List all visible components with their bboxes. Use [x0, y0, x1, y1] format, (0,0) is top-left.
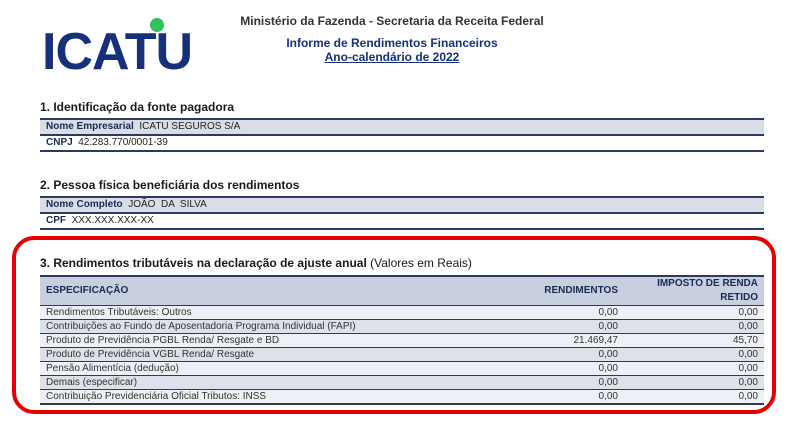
section-3-title-note: (Valores em Reais): [370, 256, 472, 270]
row-description: Contribuição Previdenciária Oficial Tributos: INSS: [40, 390, 492, 405]
logo-text: ICATU: [42, 23, 193, 81]
calendar-year: Ano-calendário de 2022: [324, 50, 460, 64]
icatu-logo: [42, 18, 212, 81]
row-tax: 45,70: [624, 334, 764, 348]
row-income: 0,00: [492, 362, 624, 376]
cnpj-value: 42.283.770/0001-39: [78, 137, 168, 148]
header-specification: ESPECIFICAÇÃO: [40, 276, 492, 306]
row-description: Pensão Alimentícia (dedução): [40, 362, 492, 376]
section-1-box: [40, 118, 764, 152]
row-description: Rendimentos Tributáveis: Outros: [40, 306, 492, 320]
row-tax: 0,00: [624, 348, 764, 362]
highlight-annotation: [12, 236, 776, 414]
document-title: Informe de Rendimentos Financeiros: [286, 36, 498, 50]
row-income: 0,00: [492, 376, 624, 390]
name-row: [40, 196, 764, 214]
header-tax-withheld: IMPOSTO DE RENDA RETIDO: [624, 276, 764, 306]
section-1-title: 1. Identificação da fonte pagadora: [40, 100, 235, 114]
header-income: RENDIMENTOS: [492, 276, 624, 306]
name-label: Nome Completo: [46, 199, 123, 210]
row-description: Contribuições ao Fundo de Aposentadoria Programa Individual (FAPI): [40, 320, 492, 334]
row-description: Produto de Previdência PGBL Renda/ Resgate e BD: [40, 334, 492, 348]
company-row: [40, 118, 764, 136]
company-value: ICATU SEGUROS S/A: [139, 121, 241, 132]
section-3-title-text: 3. Rendimentos tributáveis na declaração de ajuste anual: [40, 256, 367, 270]
row-tax: 0,00: [624, 376, 764, 390]
document-header: [212, 14, 572, 64]
ministry-line: Ministério da Fazenda - Secretaria da Receita Federal: [240, 14, 544, 28]
row-tax: 0,00: [624, 320, 764, 334]
row-income: 0,00: [492, 390, 624, 405]
row-income: 0,00: [492, 320, 624, 334]
row-description: Produto de Previdência VGBL Renda/ Resgate: [40, 348, 492, 362]
cnpj-row: [40, 136, 764, 152]
company-label: Nome Empresarial: [46, 121, 134, 132]
section-2-title: 2. Pessoa física beneficiária dos rendimentos: [40, 178, 300, 192]
section-2-box: [40, 196, 764, 230]
row-tax: 0,00: [624, 362, 764, 376]
row-income: 21.469,47: [492, 334, 624, 348]
cpf-value: XXX.XXX.XXX-XX: [71, 215, 154, 226]
cpf-label: CPF: [46, 215, 66, 226]
cnpj-label: CNPJ: [46, 137, 73, 148]
cpf-row: [40, 214, 764, 230]
row-income: 0,00: [492, 306, 624, 320]
row-description: Demais (especificar): [40, 376, 492, 390]
row-income: 0,00: [492, 348, 624, 362]
name-value: JOÃO DA SILVA: [128, 199, 207, 210]
row-tax: 0,00: [624, 390, 764, 405]
row-tax: 0,00: [624, 306, 764, 320]
